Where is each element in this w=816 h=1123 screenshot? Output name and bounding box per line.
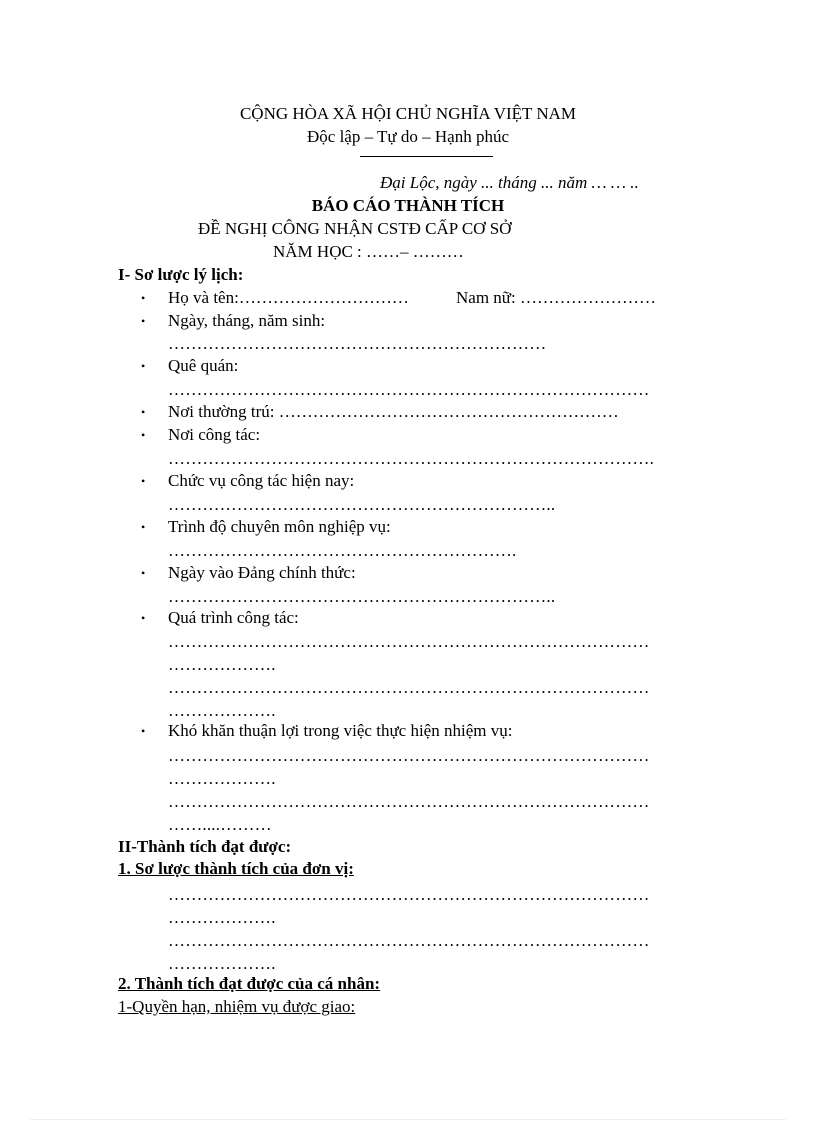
work-history-dots: ………………. <box>168 701 276 720</box>
unit-achievements-dots: ………………. <box>168 954 276 973</box>
gender-field: Nam nữ: …………………… <box>456 288 656 307</box>
full-name-field: Họ và tên:………………………… <box>168 288 409 307</box>
personal-achievements-heading: 2. Thành tích đạt được của cá nhân: <box>118 974 381 993</box>
position-label: Chức vụ công tác hiện nay: <box>168 471 355 490</box>
workplace-dots: …………………………………………………………………………. <box>168 449 655 468</box>
hometown-label: Quê quán: <box>168 356 239 375</box>
school-year: NĂM HỌC : ……– ……… <box>273 242 464 261</box>
report-title: BÁO CÁO THÀNH TÍCH <box>311 196 505 215</box>
difficulties-dots: ………………. <box>168 769 276 788</box>
work-history-dots: ………………………………………………………………………… <box>168 632 650 651</box>
party-date-label: Ngày vào Đảng chính thức: <box>168 563 356 582</box>
unit-achievements-dots: ………………. <box>168 908 276 927</box>
nation-motto: Độc lập – Tự do – Hạnh phúc <box>307 127 509 146</box>
unit-achievements-heading: 1. Sơ lược thành tích của đơn vị: <box>118 859 354 878</box>
section1-heading: I- Sơ lược lý lịch: <box>118 265 244 284</box>
bullet-icon: • <box>141 520 146 534</box>
place-date: Đại Lộc, ngày ... tháng ... năm … … .. <box>380 173 639 192</box>
bullet-icon: • <box>141 724 146 738</box>
bullet-icon: • <box>141 405 146 419</box>
bullet-icon: • <box>141 474 146 488</box>
birth-label: Ngày, tháng, năm sinh: <box>168 311 326 330</box>
bullet-icon: • <box>141 359 146 373</box>
report-subtitle: ĐỀ NGHỊ CÔNG NHẬN CSTĐ CẤP CƠ SỞ <box>198 219 512 238</box>
workplace-label: Nơi công tác: <box>168 425 261 444</box>
work-history-label: Quá trình công tác: <box>168 608 299 627</box>
qualification-label: Trình độ chuyên môn nghiệp vụ: <box>168 517 391 536</box>
party-date-dots: ………………………………………………………….. <box>168 587 556 606</box>
difficulties-dots: ……....……… <box>168 815 272 834</box>
bullet-icon: • <box>141 314 146 328</box>
work-history-dots: ………………………………………………………………………… <box>168 678 650 697</box>
qualification-dots: ……………………………………………………. <box>168 541 517 560</box>
duties-heading: 1-Quyền hạn, nhiệm vụ được giao: <box>118 997 356 1016</box>
difficulties-dots: ………………………………………………………………………… <box>168 746 650 765</box>
difficulties-label: Khó khăn thuận lợi trong việc thực hiện nhiệm vụ: <box>168 721 513 740</box>
bullet-icon: • <box>141 428 146 442</box>
bullet-icon: • <box>141 566 146 580</box>
residence-field: Nơi thường trú: …………………………………………………… <box>168 402 619 421</box>
unit-achievements-dots: ………………………………………………………………………… <box>168 885 650 904</box>
bullet-icon: • <box>141 291 146 305</box>
work-history-dots: ………………. <box>168 655 276 674</box>
unit-achievements-dots: ………………………………………………………………………… <box>168 931 650 950</box>
birth-dots: ………………………………………………………… <box>168 334 547 353</box>
difficulties-dots: ………………………………………………………………………… <box>168 792 650 811</box>
hometown-dots: ………………………………………………………………………… <box>168 380 650 399</box>
position-dots: ………………………………………………………….. <box>168 495 556 514</box>
motto-underline <box>360 156 493 157</box>
bullet-icon: • <box>141 611 146 625</box>
section2-heading: II-Thành tích đạt được: <box>118 837 292 856</box>
page-bottom-divider <box>30 1119 786 1120</box>
nation-title: CỘNG HÒA XÃ HỘI CHỦ NGHĨA VIỆT NAM <box>239 104 577 123</box>
